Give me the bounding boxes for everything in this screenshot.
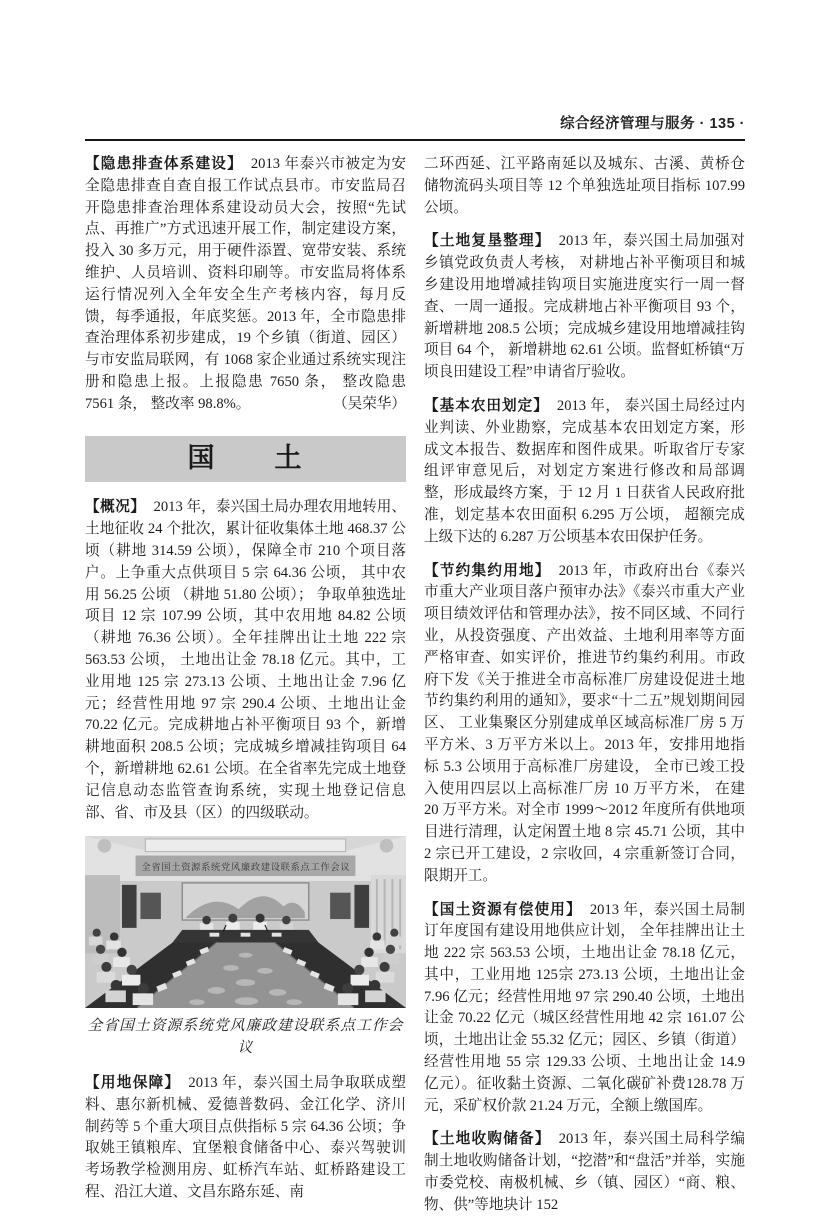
entry-body: 2013 年，泰兴国土局加强对乡镇党政负责人考核， 对耕地占补平衡项目和城乡建设用地增减挂钩项目实施进度实行一周一督查、一周一通报。完成耕地占补平衡项目 93 个， 新增耕地 208.5 公顷；完成城乡建设用地增减挂钩项目 64 个， 新增耕地 62.61 公顷。监督虹桥镇“万顷良田建设工程”申请省厅验收。 bbox=[424, 233, 745, 381]
entry-body: 2013 年， 泰兴国土局经过内业判读、外业勘察，完成基本农田划定方案，形成文本报告、数据库和图件成果。听取省厅专家组评审意见后，对划定方案进行修改和局部调整，形成最终方案，于 12 月 1 日获省人民政府批准，划定基本农田面积 6.295 万公顷， 超额完成上级下达的 6.287 万公顷基本农田保护任务。 bbox=[424, 397, 745, 545]
entry-heading: 【土地复垦整理】 bbox=[424, 233, 551, 250]
entry-heading: 【国土资源有偿使用】 bbox=[424, 901, 582, 918]
column-right bbox=[424, 154, 745, 1229]
entry-overview bbox=[85, 497, 406, 824]
entry-body: 2013 年，泰兴国土局科学编制土地收购储备计划，“挖潜”和“盘活”并举，实施市委党校、南极机械、乡（镇、园区）“商、粮、物、供”等地块计 152 bbox=[424, 1131, 745, 1213]
entry-heading: 【概况】 bbox=[85, 499, 146, 516]
photo-caption: 全省国土资源系统党风廉政建设联系点工作会议 bbox=[87, 1018, 404, 1057]
entry-body: 2013 年，泰兴国土局办理农用地转用、土地征收 24 个批次，累计征收集体土地 468.37 公顷（耕地 314.59 公顷），保障全市 210 个项目落户。上争重大点供项目 5 宗 64.36 公顷， 其中农用 56.25 公顷 （耕地 51.80 公顷）； 争取单独选址项目 12 宗 107.99 公顷，其中农用地 84.82 公顷（耕地 76.36 公顷）。全年挂牌出让土地 222 宗 563.53 公顷， 土地出让金 78.18 亿元。其中，工业用地 125 宗 273.13 公顷、土地出让金 7.96 亿元；经营性用地 97 宗 290.4 公顷、土地出让金 70.22 亿元。完成耕地占补平衡项目 93 个，新增耕地面积 208.5 公顷；完成城乡增减挂钩项目 64 个，新增耕地 62.61 公顷。在全省率先完成土地登记信息动态监管查询系统，实现土地登记信息部、省、市及县（区）的四级联动。 bbox=[85, 499, 406, 821]
entry-heading: 【土地收购储备】 bbox=[424, 1131, 551, 1148]
running-head: 综合经济管理与服务 · 135 · bbox=[85, 112, 745, 141]
entry-hidden-danger-system bbox=[85, 154, 406, 416]
entry-body: 2013 年，泰兴国土局争取联成塑料、惠尔新机械、爱德普数码、金江化学、济川制药等 5 个重大项目点供指标 5 宗 64.36 公顷；争取姚王镇粮库、宜堡粮食储备中心、泰兴驾驶训考场教学检测用房、虹桥汽车站、虹桥路建设工程、沿江大道、文昌东路东延、南 bbox=[85, 1074, 406, 1200]
speaker bbox=[122, 885, 137, 928]
entry-land-purchase-reserve bbox=[424, 1129, 745, 1216]
conference-photo bbox=[85, 836, 406, 1008]
speaker bbox=[354, 885, 369, 928]
entry-heading: 【节约集约用地】 bbox=[424, 562, 551, 579]
chandelier-icon bbox=[380, 839, 394, 853]
author-credit: （吴荣华） bbox=[333, 395, 406, 412]
entry-body: 2013 年泰兴市被定为安全隐患排查自查自报工作试点县市。市安监局召开隐患排查治理体系建设动员大会，按照“先试点、再推广”方式迅速开展工作，制定建设方案，投入 30 多万元，用于硬件添置、宽带安装、系统维护、人员培训、资料印刷等。市安监局将体系运行情况列入全年安全生产考核内容，每月反馈，每季通报，年底奖惩。2013 年，全市隐患排查治理体系初步建成，19 个乡镇（街道、园区）与市安监局联网，有 1068 家企业通过系统实现注册和隐患上报。上报隐患 7650 条， 整改隐患 7561 条， 整改率 98.8%。 bbox=[85, 156, 406, 412]
entry-land-reclamation bbox=[424, 231, 745, 384]
entry-basic-farmland bbox=[424, 396, 745, 549]
two-column-layout bbox=[85, 154, 745, 1229]
entry-continuation: 二环西延、江平路南延以及城东、古溪、黄桥仓储物流码头项目等 12 个单独选址项目指标 107.99 公顷。 bbox=[424, 156, 745, 216]
section-title-box: 国 土 bbox=[85, 436, 406, 483]
entry-intensive-land-use bbox=[424, 561, 745, 888]
entry-body: 2013 年，泰兴国土局制订年度国有建设用地供应计划， 全年挂牌出让土地 222 宗 563.53 公顷，土地出让金 78.18 亿元，其中，工业用地 125宗 273.13 公顷，土地出让金 7.96 亿元；经营性用地 97 宗 290.40 公顷，土地出让金 70.22 亿元（城区经营性用地 42 宗 161.07 公顷，土地出让金 55.32 亿元；园区、乡镇（街道）经营性用地 55 宗 129.33 公顷、土地出让金 14.9 亿元）。征收黏土资源、二氧化碳矿补费128.78 万元，采矿权价款 21.24 万元，全额上缴国库。 bbox=[424, 901, 745, 1114]
entry-heading: 【用地保障】 bbox=[85, 1074, 181, 1091]
conference-photo-figure bbox=[85, 836, 406, 1060]
photo-banner-text: 全省国土资源系统党风廉政建设联系点工作会议 bbox=[141, 863, 350, 874]
entry-land-use-guarantee bbox=[85, 1073, 406, 1204]
entry-heading: 【隐患排查体系建设】 bbox=[85, 156, 243, 172]
column-left bbox=[85, 154, 406, 1229]
chandelier-icon bbox=[98, 839, 112, 853]
entry-body: 2013 年，市政府出台《泰兴市重大产业项目落户预审办法》《泰兴市重大产业项目绩效评估和管理办法》，按不同区域、不同行业，从投资强度、产出效益、土地利用率等方面严格审查、如实评价，推进节约集约利用。市政府下发《关于推进全市高标准厂房建设促进土地节约集约利用的通知》，要求“十二五”规划期间园区、 工业集聚区分别建成单区域高标准厂房 5 万平方米、3 万平方米以上。2013 年，安排用地指标 5.3 公顷用于高标准厂房建设， 全市已竣工投入使用四层以上高标准厂房 10 万平方米， 在建 20 万平方米。对全市 1999～2012 年度所有供地项目进行清理，认定闲置土地 8 宗 45.71 公顷，其中 2 宗已开工建设，2 宗收回，4 宗重新签订合同，限期开工。 bbox=[424, 562, 745, 884]
conference-photo-graphic bbox=[85, 836, 406, 1008]
entry-heading: 【基本农田划定】 bbox=[424, 397, 549, 414]
entry-paid-use-of-land-resources bbox=[424, 900, 745, 1118]
